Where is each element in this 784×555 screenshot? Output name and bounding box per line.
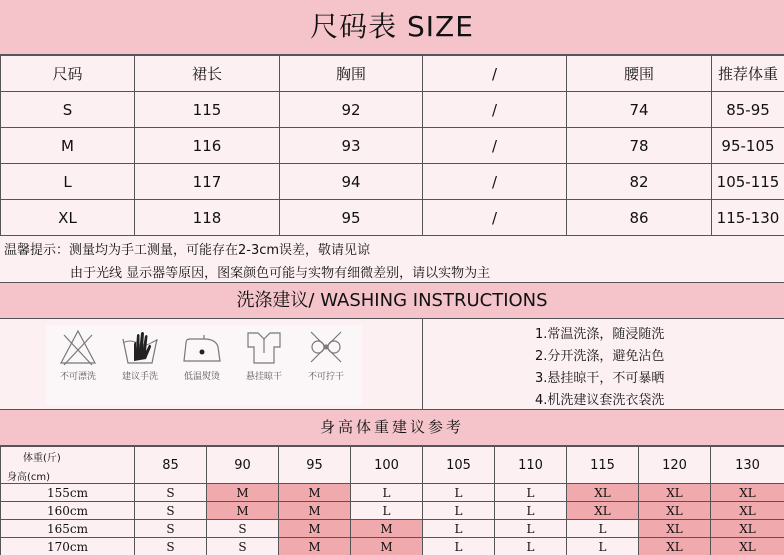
slash-cell: / bbox=[423, 128, 567, 164]
slash-cell: / bbox=[423, 164, 567, 200]
low-temp-iron-label: 低温熨烫 bbox=[183, 372, 220, 382]
list-item: 2.分开洗涤，避免沾色 bbox=[535, 349, 665, 364]
size-cell: L bbox=[423, 520, 495, 538]
height-weight-table bbox=[0, 446, 784, 555]
waist-cell: 78 bbox=[567, 128, 712, 164]
height-cell: 155cm bbox=[1, 484, 135, 502]
hand-wash-icon bbox=[120, 327, 160, 367]
hand-wash-icon-cell bbox=[110, 327, 170, 382]
bust-cell: 93 bbox=[280, 128, 423, 164]
size-cell: S bbox=[135, 520, 207, 538]
low-temp-iron-icon bbox=[180, 327, 224, 367]
size-cell: S bbox=[207, 520, 279, 538]
table-row bbox=[1, 164, 784, 200]
no-tumble-dry-icon-cell bbox=[296, 327, 356, 382]
table-row bbox=[1, 128, 784, 164]
size-cell: M bbox=[279, 538, 351, 555]
size-cell: L bbox=[351, 484, 423, 502]
header-size: 尺码 bbox=[1, 56, 135, 92]
header-recommended-weight: 推荐体重 bbox=[712, 56, 784, 92]
height-cell: 160cm bbox=[1, 502, 135, 520]
slash-cell: / bbox=[423, 92, 567, 128]
waist-cell: 86 bbox=[567, 200, 712, 236]
size-cell: L bbox=[1, 164, 135, 200]
weight-header: 100 bbox=[351, 447, 423, 484]
size-cell: L bbox=[423, 538, 495, 555]
hang-dry-icon-cell bbox=[234, 327, 294, 382]
weight-cell: 85-95 bbox=[712, 92, 784, 128]
note-line-2: 由于光线 显示器等原因，图案颜色可能与实物有细微差别，请以实物为主 bbox=[70, 266, 491, 281]
weight-header-row bbox=[1, 447, 784, 484]
size-cell: M bbox=[279, 502, 351, 520]
size-cell: XL bbox=[639, 502, 711, 520]
size-cell: XL bbox=[639, 520, 711, 538]
header-skirt-length: 裙长 bbox=[135, 56, 280, 92]
no-tumble-dry-label: 不可拧干 bbox=[307, 372, 344, 382]
table-row bbox=[1, 520, 784, 538]
weight-header: 105 bbox=[423, 447, 495, 484]
size-cell: L bbox=[567, 538, 639, 555]
corner-weight-label: 体重(斤) bbox=[23, 453, 61, 464]
size-cell: XL bbox=[567, 502, 639, 520]
weight-header: 115 bbox=[567, 447, 639, 484]
weight-cell: 115-130 bbox=[712, 200, 784, 236]
size-table bbox=[0, 55, 784, 236]
corner-cell bbox=[1, 447, 135, 484]
waist-cell: 82 bbox=[567, 164, 712, 200]
no-bleach-icon-cell bbox=[48, 327, 108, 382]
table-row bbox=[1, 200, 784, 236]
page-title: 尺码表 SIZE bbox=[0, 0, 784, 55]
size-cell: S bbox=[135, 484, 207, 502]
washing-instructions-list bbox=[423, 319, 784, 409]
size-cell: L bbox=[495, 538, 567, 555]
weight-header: 85 bbox=[135, 447, 207, 484]
header-slash: / bbox=[423, 56, 567, 92]
bust-cell: 95 bbox=[280, 200, 423, 236]
height-cell: 165cm bbox=[1, 520, 135, 538]
skirt-length-cell: 115 bbox=[135, 92, 280, 128]
size-table-header-row bbox=[1, 56, 784, 92]
size-cell: M bbox=[351, 538, 423, 555]
size-cell: XL bbox=[639, 484, 711, 502]
skirt-length-cell: 116 bbox=[135, 128, 280, 164]
size-cell: XL bbox=[711, 520, 784, 538]
skirt-length-cell: 118 bbox=[135, 200, 280, 236]
note-line-1: 温馨提示：测量均为手工测量，可能存在2-3cm误差，敬请见谅 bbox=[4, 243, 371, 258]
header-bust: 胸围 bbox=[280, 56, 423, 92]
weight-header: 130 bbox=[711, 447, 784, 484]
list-item: 3.悬挂晾干，不可暴晒 bbox=[535, 371, 665, 386]
notes-section bbox=[0, 236, 784, 283]
weight-header: 120 bbox=[639, 447, 711, 484]
skirt-length-cell: 117 bbox=[135, 164, 280, 200]
weight-cell: 105-115 bbox=[712, 164, 784, 200]
size-cell: L bbox=[495, 484, 567, 502]
size-cell: L bbox=[423, 502, 495, 520]
size-cell: XL bbox=[711, 502, 784, 520]
hang-dry-icon bbox=[244, 327, 284, 367]
size-cell: XL bbox=[1, 200, 135, 236]
size-cell: XL bbox=[567, 484, 639, 502]
size-cell: XL bbox=[711, 484, 784, 502]
waist-cell: 74 bbox=[567, 92, 712, 128]
washing-section bbox=[0, 319, 784, 410]
no-tumble-dry-icon bbox=[306, 327, 346, 367]
size-cell: L bbox=[351, 502, 423, 520]
table-row bbox=[1, 92, 784, 128]
header-waist: 腰围 bbox=[567, 56, 712, 92]
size-cell: L bbox=[495, 502, 567, 520]
size-cell: L bbox=[567, 520, 639, 538]
size-cell: S bbox=[135, 502, 207, 520]
washing-title: 洗涤建议/ WASHING INSTRUCTIONS bbox=[0, 283, 784, 319]
size-cell: M bbox=[351, 520, 423, 538]
weight-header: 90 bbox=[207, 447, 279, 484]
size-cell: M bbox=[279, 520, 351, 538]
hand-wash-label: 建议手洗 bbox=[121, 372, 158, 382]
size-cell: M bbox=[207, 484, 279, 502]
table-row bbox=[1, 538, 784, 555]
weight-header: 110 bbox=[495, 447, 567, 484]
table-row bbox=[1, 484, 784, 502]
size-cell: XL bbox=[639, 538, 711, 555]
weight-cell: 95-105 bbox=[712, 128, 784, 164]
height-cell: 170cm bbox=[1, 538, 135, 555]
list-item: 4.机洗建议套洗衣袋洗 bbox=[535, 393, 665, 408]
reference-title: 身高体重建议参考 bbox=[0, 410, 784, 446]
weight-header: 95 bbox=[279, 447, 351, 484]
washing-icons-panel bbox=[0, 319, 423, 409]
size-cell: S bbox=[207, 538, 279, 555]
size-cell: M bbox=[1, 128, 135, 164]
bust-cell: 92 bbox=[280, 92, 423, 128]
hang-dry-label: 悬挂晾干 bbox=[245, 372, 282, 382]
size-cell: L bbox=[495, 520, 567, 538]
size-cell: M bbox=[207, 502, 279, 520]
size-cell: M bbox=[279, 484, 351, 502]
size-cell: S bbox=[1, 92, 135, 128]
no-bleach-label: 不可漂洗 bbox=[59, 372, 96, 382]
no-bleach-icon bbox=[58, 327, 98, 367]
list-item: 1.常温洗涤，随浸随洗 bbox=[535, 327, 665, 342]
corner-height-label: 身高(cm) bbox=[7, 472, 51, 483]
low-temp-iron-icon-cell bbox=[172, 327, 232, 382]
table-row bbox=[1, 502, 784, 520]
bust-cell: 94 bbox=[280, 164, 423, 200]
size-cell: S bbox=[135, 538, 207, 555]
size-cell: L bbox=[423, 484, 495, 502]
slash-cell: / bbox=[423, 200, 567, 236]
size-cell: XL bbox=[711, 538, 784, 555]
